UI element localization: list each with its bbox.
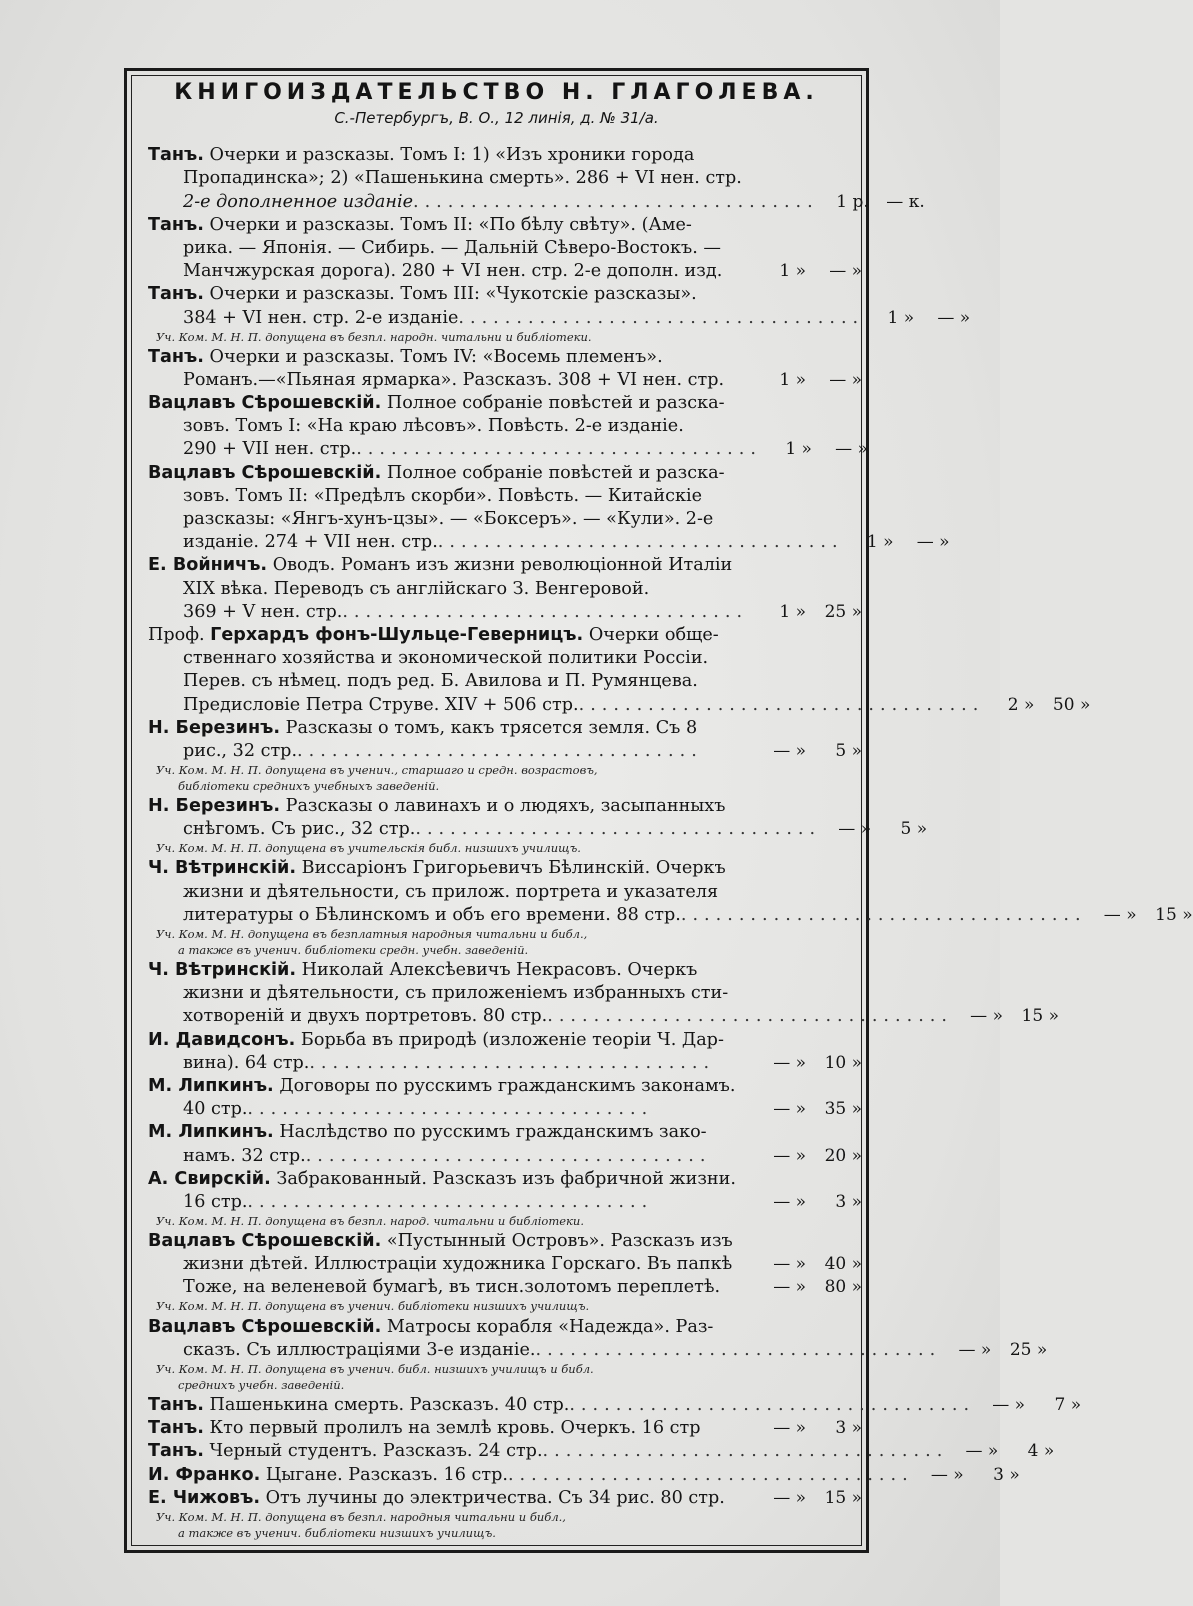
price-kopecks: 3 »: [835, 1191, 862, 1212]
author-name: А. Свирскій.: [148, 1168, 271, 1189]
ministry-note: Уч. Ком. М. Н. П. допущена въ ученич. библ. низшихъ училищъ и библ.: [156, 1361, 594, 1376]
catalog-line: XIX вѣка. Переводъ съ англійскаго З. Венгеровой.: [183, 578, 650, 599]
price-kopecks: 35 »: [824, 1099, 862, 1120]
catalog-line: Ч. Вѣтринскій. Виссаріонъ Григорьевичъ Бѣлинскій. Очеркъ: [148, 858, 726, 879]
ministry-note: а также въ ученич. библіотеки средн. учебн. заведеній.: [178, 942, 529, 957]
author-name: М. Липкинъ.: [148, 1122, 274, 1143]
author-name: Танъ.: [148, 346, 204, 367]
price-kopecks: — »: [829, 369, 862, 390]
price-rubles: — »: [773, 1099, 806, 1120]
author-name: Н. Березинъ.: [148, 796, 281, 817]
price-rubles: — »: [773, 1191, 806, 1212]
publisher-title: КНИГОИЗДАТЕЛЬСТВО Н. ГЛАГОЛЕВА.: [174, 80, 819, 105]
catalog-line: Танъ. Очерки и разсказы. Томъ IV: «Восемь племенъ».: [148, 346, 663, 367]
catalog-line: 369 + V нен. стр. ................................... 1 » 25 »: [183, 601, 862, 622]
catalog-line: Предисловіе Петра Струве. XIV + 506 стр. ................................... 2 » 50 »: [183, 694, 1091, 715]
price-kopecks: 15 »: [824, 1487, 862, 1508]
price-kopecks: 10 »: [824, 1052, 862, 1073]
catalog-line: рика. — Японія. — Сибирь. — Дальній Сѣверо-Востокъ. —: [183, 237, 721, 258]
author-name: Вацлавъ Сѣрошевскій.: [148, 1316, 382, 1337]
ministry-note: Уч. Ком. М. Н. П. допущена въ ученич., старшаго и средн. возрастовъ,: [156, 762, 598, 777]
price-rubles: — »: [958, 1339, 992, 1360]
price-rubles: — »: [773, 740, 806, 761]
price-kopecks: — »: [829, 261, 862, 282]
catalog-line: зовъ. Томъ I: «На краю лѣсовъ». Повѣсть. 2-е изданіе.: [183, 416, 684, 437]
catalog-line: изданіе. 274 + VII нен. стр. ................................... 1 » — »: [183, 532, 950, 553]
price-rubles: 1 »: [887, 307, 915, 328]
catalog-line: снѣгомъ. Съ рис., 32 стр. ................................... — » 5 »: [183, 819, 928, 840]
ministry-note: среднихъ учебн. заведеній.: [178, 1377, 345, 1392]
catalog-line: ственнаго хозяйства и экономической политики Россіи.: [183, 648, 709, 669]
catalog-line: разсказы: «Янгъ-хунъ-цзы». — «Боксеръ». — «Кули». 2-е: [183, 509, 714, 529]
author-name: Вацлавъ Сѣрошевскій.: [148, 393, 382, 414]
catalog-line: жизни дѣтей. Иллюстраціи художника Горскаго. Въ папкѣ — » 40 »: [183, 1254, 862, 1275]
catalog-line: М. Липкинъ. Договоры по русскимъ гражданскимъ законамъ.: [148, 1075, 736, 1096]
catalog-line: 40 стр. ................................... — » 35 »: [183, 1099, 862, 1120]
price-kopecks: 5 »: [835, 740, 862, 761]
author-name: И. Франко.: [148, 1464, 261, 1485]
price-rubles: — »: [992, 1395, 1026, 1415]
price-kopecks: 3 »: [835, 1418, 862, 1439]
price-kopecks: — »: [937, 307, 971, 328]
catalog-line: Танъ. Черный студентъ. Разсказъ. 24 стр. ................................... — » 4 »: [148, 1441, 1055, 1462]
catalog-line: Е. Войничъ. Оводъ. Романъ изъ жизни революціонной Италіи: [148, 555, 733, 576]
ministry-note: Уч. Ком. М. Н. допущена въ безплатныя народныя читальни и библ.,: [156, 926, 588, 941]
author-name: Ч. Вѣтринскій.: [148, 960, 297, 980]
price-rubles: 1 »: [785, 439, 812, 460]
catalog-line: рис., 32 стр. ................................... — » 5 »: [183, 740, 862, 761]
price-rubles: — »: [965, 1441, 999, 1462]
author-name: И. Давидсонъ.: [148, 1029, 296, 1050]
price-rubles: — »: [970, 1006, 1003, 1027]
catalog-line: хотвореній и двухъ портретовъ. 80 стр. ................................... — » 15 »: [183, 1006, 1059, 1027]
catalog-line: сказъ. Съ иллюстраціями 3-е изданіе. ................................... — » 25 »: [183, 1339, 1048, 1360]
price-kopecks: 80 »: [824, 1277, 862, 1298]
catalog-line: жизни и дѣятельности, съ приложеніемъ избранныхъ сти-: [183, 983, 729, 1004]
price-rubles: — »: [838, 819, 872, 840]
price-rubles: — »: [773, 1418, 806, 1439]
price-rubles: — »: [773, 1487, 806, 1508]
catalog-line: Танъ. Очерки и разсказы. Томъ III: «Чукотскіе разсказы».: [148, 284, 697, 305]
price-rubles: — »: [773, 1052, 806, 1073]
catalog-line: намъ. 32 стр. ................................... — » 20 »: [183, 1145, 862, 1166]
author-name: Герхардъ фонъ-Шульце-Геверницъ.: [210, 624, 584, 645]
author-name: Вацлавъ Сѣрошевскій.: [148, 1231, 382, 1252]
catalog-line: И. Франко. Цыгане. Разсказъ. 16 стр. ................................... — » 3 »: [148, 1464, 1020, 1485]
price-kopecks: 15 »: [1155, 904, 1193, 925]
catalog-list: [148, 142, 1193, 1540]
catalog-line: зовъ. Томъ II: «Предѣлъ скорби». Повѣсть. — Китайскіе: [183, 485, 703, 506]
author-name: Танъ.: [148, 1441, 204, 1462]
ministry-note: Уч. Ком. М. Н. П. допущена въ безпл. народн. читальни и библіотеки.: [156, 329, 592, 344]
price-kopecks: 15 »: [1021, 1006, 1059, 1027]
ministry-note: библіотеки среднихъ учебныхъ заведеній.: [178, 778, 440, 793]
catalog-line: М. Липкинъ. Наслѣдство по русскимъ гражданскимъ зако-: [148, 1122, 707, 1143]
catalog-line: Проф. Герхардъ фонъ-Шульце-Геверницъ. Очерки обще-: [148, 624, 719, 645]
catalog-line: Вацлавъ Сѣрошевскій. Матросы корабля «Надежда». Раз-: [148, 1316, 714, 1337]
catalog-line: Е. Чижовъ. Отъ лучины до электричества. Съ 34 рис. 80 стр. — » 15 »: [148, 1487, 862, 1508]
price-rubles: 1 р.: [836, 191, 869, 212]
catalog-line: Пропадинска»; 2) «Пашенькина смерть». 286 + VI нен. стр.: [183, 168, 742, 189]
catalog-line: И. Давидсонъ. Борьба въ природѣ (изложеніе теоріи Ч. Дар-: [148, 1029, 724, 1050]
price-rubles: 1 »: [779, 369, 806, 390]
author-name: М. Липкинъ.: [148, 1075, 274, 1096]
price-rubles: 1 »: [779, 261, 806, 282]
author-name: Танъ.: [148, 214, 204, 235]
ministry-note: Уч. Ком. М. Н. П. допущена въ ученич. библіотеки низшихъ училищъ.: [156, 1299, 590, 1314]
price-rubles: — »: [1103, 904, 1137, 925]
price-kopecks: 25 »: [1009, 1339, 1048, 1360]
page-header: [140, 78, 853, 128]
catalog-line: 290 + VII нен. стр. ................................... 1 » — »: [183, 439, 868, 460]
price-rubles: — »: [773, 1254, 806, 1275]
price-kopecks: 4 »: [1027, 1441, 1055, 1462]
price-rubles: — »: [930, 1464, 964, 1485]
price-kopecks: — »: [916, 532, 950, 553]
ministry-note: Уч. Ком. М. Н. П. допущена въ безпл. народныя читальни и библ.,: [156, 1509, 566, 1524]
price-rubles: 1 »: [866, 532, 894, 553]
catalog-line: Н. Березинъ. Разсказы о лавинахъ и о людяхъ, засыпанныхъ: [148, 796, 726, 817]
catalog-line: литературы о Бѣлинскомъ и объ его времени. 88 стр. ................................... — » 15 »: [183, 904, 1193, 925]
author-name: Вацлавъ Сѣрошевскій.: [148, 462, 382, 483]
catalog-line: Вацлавъ Сѣрошевскій. Полное собраніе повѣстей и разска-: [148, 462, 725, 483]
catalog-line: 2-е дополненное изданіе ................................... 1 р. — к.: [183, 191, 925, 212]
price-kopecks: 50 »: [1052, 694, 1091, 715]
price-kopecks: 40 »: [824, 1254, 862, 1275]
author-name: Н. Березинъ.: [148, 717, 281, 738]
catalog-line: Н. Березинъ. Разсказы о томъ, какъ трясется земля. Съ 8: [148, 717, 698, 738]
author-name: Танъ.: [148, 1418, 204, 1439]
price-rubles: 2 »: [1007, 694, 1035, 715]
catalog-line: Вацлавъ Сѣрошевскій. Полное собраніе повѣстей и разска-: [148, 393, 725, 414]
catalog-line: Тоже, на веленевой бумагѣ, въ тисн.золотомъ переплетѣ. — » 80 »: [183, 1277, 862, 1298]
ministry-note: Уч. Ком. М. Н. П. допущена въ учительскія библ. низшихъ училищъ.: [156, 841, 581, 856]
author-name: Танъ.: [148, 145, 204, 166]
catalog-line: Танъ. Пашенькина смерть. Разсказъ. 40 стр. ................................... — » 7 »: [148, 1395, 1082, 1415]
catalog-line: Манчжурская дорога). 280 + VI нен. стр. 2-е дополн. изд. 1 » — »: [183, 261, 862, 282]
price-rubles: 1 »: [779, 601, 806, 622]
catalog-line: Танъ. Кто первый пролилъ на землѣ кровь. Очеркъ. 16 стр — » 3 »: [148, 1418, 862, 1439]
price-kopecks: — к.: [886, 191, 925, 212]
ministry-note: а также въ ученич. библіотеки низшихъ училищъ.: [178, 1525, 496, 1540]
author-name: Е. Чижовъ.: [148, 1487, 261, 1508]
catalog-line: 16 стр. ................................... — » 3 »: [183, 1191, 862, 1212]
catalog-line: Романъ.—«Пьяная ярмарка». Разсказъ. 308 + VI нен. стр. 1 » — »: [183, 369, 862, 390]
catalog-line: А. Свирскій. Забракованный. Разсказъ изъ фабричной жизни.: [148, 1168, 736, 1189]
price-kopecks: — »: [835, 439, 868, 460]
catalog-line: вина). 64 стр. ................................... — » 10 »: [183, 1052, 862, 1073]
price-kopecks: 7 »: [1054, 1395, 1082, 1415]
author-name: Танъ.: [148, 1395, 204, 1415]
catalog-line: Ч. Вѣтринскій. Николай Алексѣевичъ Некрасовъ. Очеркъ: [148, 960, 698, 980]
publisher-address: С.-Петербургъ, В. О., 12 линія, д. № 31/а.: [334, 109, 659, 127]
catalog-line: жизни и дѣятельности, съ прилож. портрета и указателя: [183, 881, 719, 902]
price-kopecks: 3 »: [993, 1464, 1020, 1485]
catalog-line: 384 + VI нен. стр. 2-е изданіе ................................... 1 » — »: [183, 307, 971, 328]
catalog-line: Танъ. Очерки и разсказы. Томъ II: «По бѣлу свѣту». (Аме-: [148, 214, 692, 235]
author-name: Танъ.: [148, 284, 204, 305]
price-kopecks: 20 »: [824, 1145, 862, 1166]
author-name: Е. Войничъ.: [148, 555, 268, 576]
price-rubles: — »: [773, 1145, 806, 1166]
catalog-line: Перев. съ нѣмец. подъ ред. Б. Авилова и П. Румянцева.: [183, 671, 698, 692]
price-kopecks: 5 »: [900, 819, 928, 840]
author-name: Ч. Вѣтринскій.: [148, 858, 297, 879]
price-kopecks: 25 »: [824, 601, 862, 622]
catalog-line: Вацлавъ Сѣрошевскій. «Пустынный Островъ». Разсказъ изъ: [148, 1231, 733, 1252]
catalog-line: Танъ. Очерки и разсказы. Томъ I: 1) «Изъ хроники города: [148, 145, 695, 166]
price-rubles: — »: [773, 1277, 806, 1298]
ministry-note: Уч. Ком. М. Н. П. допущена въ безпл. народ. читальни и библіотеки.: [156, 1213, 584, 1228]
